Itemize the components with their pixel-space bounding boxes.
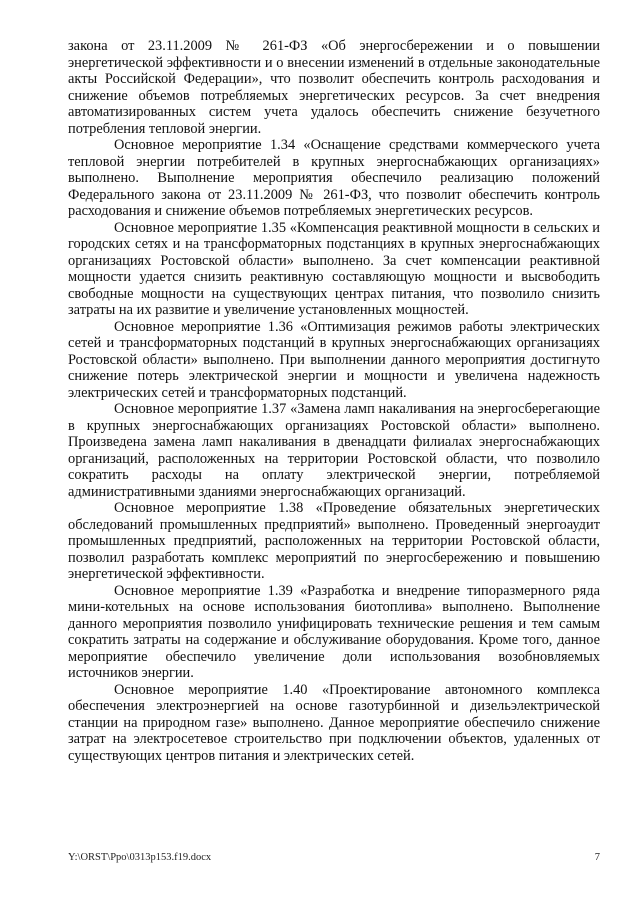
paragraph-law-continuation: закона от 23.11.2009 № 261-ФЗ «Об энергосбережении и о повышении энергетической эффективности и о внесении изменений в отдельные законодательные акты Российской Федерации», что позволит обеспечить контроль расходования и снижение объемов потребляемых энергетических ресурсов. За счет внедрения автоматизированных систем учета удалось обеспечить снижение безучетного потребления тепловой энергии.	[68, 38, 600, 137]
paragraph-measure-1-40: Основное мероприятие 1.40 «Проектирование автономного комплекса обеспечения электроэнергией на основе газотурбинной и дизельэлектрической станции на природном газе» выполнено. Данное мероприятие обеспечило снижение затрат на электросетевое строительство при подключении объектов, удаленных от существующих центров питания и электрических сетей.	[68, 681, 600, 764]
paragraph-measure-1-34: Основное мероприятие 1.34 «Оснащение средствами коммерческого учета тепловой энергии потребителей в крупных энергоснабжающих организациях» выполнено. Выполнение мероприятия обеспечило реализацию положений Федерального закона от 23.11.2009 № 261-ФЗ, что позволит обеспечить контроль расходования и снижение объемов потребляемых энергетических ресурсов.	[68, 137, 600, 219]
paragraph-measure-1-38: Основное мероприятие 1.38 «Проведение обязательных энергетических обследований промышленных предприятий» выполнено. Проведенный энергоаудит промышленных предприятий, расположенных на территории Ростовской области, позволил разработать комплекс мероприятий по энергосбережению и повышению энергетической эффективности.	[68, 500, 600, 582]
document-body	[68, 38, 600, 764]
page-number: 7	[594, 852, 600, 863]
paragraph-measure-1-37: Основное мероприятие 1.37 «Замена ламп накаливания на энергосберегающие в крупных энергоснабжающих организациях Ростовской области» выполнено. Произведена замена ламп накаливания в двенадцати филиалах энергоснабжающих организаций, расположенных на территории Ростовской области, что позволило сократить расходы на оплату электрической энергии, потребляемой административными зданиями энергоснабжающих организаций.	[68, 401, 600, 500]
paragraph-measure-1-39: Основное мероприятие 1.39 «Разработка и внедрение типоразмерного ряда мини-котельных на основе использования биотоплива» выполнено. Выполнение данного мероприятия позволило унифицировать технические решения и тем самым сократить затраты на содержание и обслуживание оборудования. Кроме того, данное мероприятие обеспечило увеличение доли использования возобновляемых источников энергии.	[68, 582, 600, 681]
paragraph-measure-1-35: Основное мероприятие 1.35 «Компенсация реактивной мощности в сельских и городских сетях и на трансформаторных подстанциях в крупных энергоснабжающих организациях Ростовской области» выполнено. За счет компенсации реактивной мощности удается снизить реактивную составляющую мощности и высвободить свободные мощности на существующих центрах питания, что позволило снизить затраты на их развитие и увеличение установленных мощностей.	[68, 219, 600, 318]
paragraph-measure-1-36: Основное мероприятие 1.36 «Оптимизация режимов работы электрических сетей и трансформаторных подстанций в крупных энергоснабжающих организациях Ростовской области» выполнено. При выполнении данного мероприятия достигнуто снижение потерь электрической энергии и мощности и увеличена надежность электрических сетей и трансформаторных подстанций.	[68, 318, 600, 401]
footer-file-path: Y:\ORST\Ppo\0313p153.f19.docx	[68, 852, 212, 863]
